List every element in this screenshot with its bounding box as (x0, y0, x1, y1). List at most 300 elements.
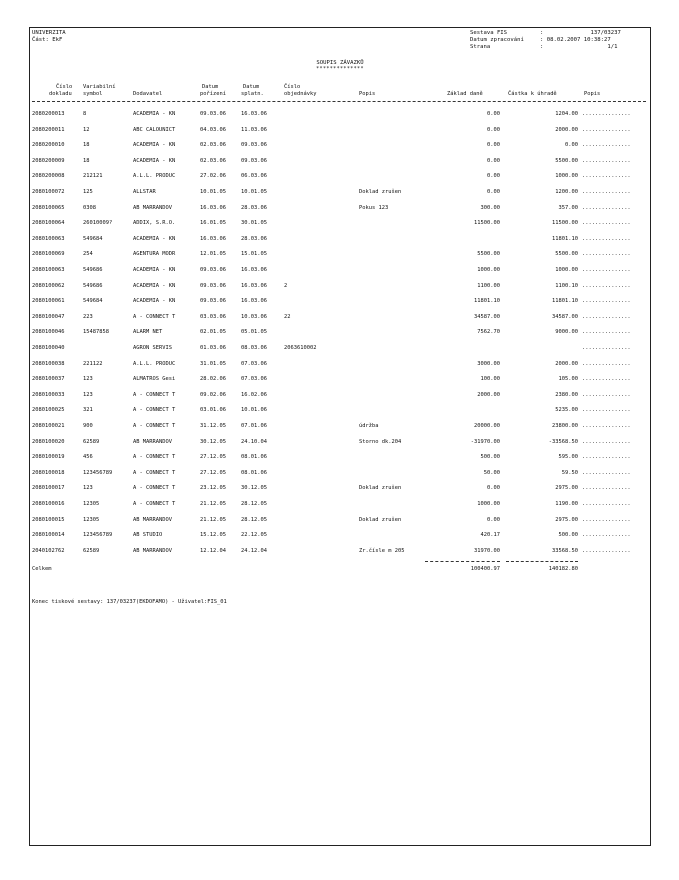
cell-date-created: 21.12.05 (200, 516, 226, 523)
cell-amount-due: 0.00 (565, 142, 578, 149)
table-row (30, 186, 650, 198)
cell-doc-number: 2080200011 (32, 126, 65, 133)
cell-variable-symbol: 549684 (83, 298, 103, 305)
cell-doc-number: 2080100072 (32, 189, 65, 195)
cell-date-due: 07.01.06 (241, 423, 267, 429)
cell-tax-base: 20000.00 (474, 423, 500, 429)
cell-supplier: AGENTURA MODR (133, 251, 176, 258)
cell-supplier: A.L.L. PRODUC (133, 360, 176, 367)
cell-variable-symbol: 321 (83, 407, 93, 414)
cell-supplier: ALLSTAR (133, 189, 156, 195)
cell-description: Pokus 123 (359, 204, 389, 211)
col-var-line2: symbol (83, 91, 103, 97)
cell-description-dots: ............... (582, 438, 631, 445)
table-row (30, 202, 650, 214)
cell-date-due: 08.03.06 (241, 345, 267, 351)
cell-date-created: 16.03.06 (200, 235, 226, 242)
cell-variable-symbol: 12305 (83, 516, 100, 523)
cell-date-created: 09.03.06 (200, 298, 226, 305)
cell-amount-due: 595.00 (558, 454, 578, 461)
cell-date-due: 10.03.06 (241, 313, 267, 320)
cell-date-created: 09.02.06 (200, 391, 226, 398)
cell-date-created: 02.03.06 (200, 157, 226, 164)
table-row (30, 311, 650, 323)
cell-amount-due: 5500.00 (555, 157, 578, 164)
cell-doc-number: 2080200010 (32, 142, 65, 149)
cell-description-dots: ............... (582, 329, 631, 336)
table-row (30, 529, 650, 541)
cell-variable-symbol: 0308 (83, 204, 96, 211)
cell-supplier: AB MARRANDOV (133, 516, 172, 523)
cell-date-due: 05.01.05 (241, 329, 267, 336)
cell-tax-base: 500.00 (480, 454, 500, 461)
cell-description: Zr.čísle m 205 (359, 547, 405, 554)
col-description: Popis (359, 91, 376, 97)
cell-tax-base: 3000.00 (477, 360, 500, 367)
cell-description-dots: ............... (582, 267, 631, 273)
table-row (30, 248, 650, 260)
cell-description-dots: ............... (582, 189, 631, 195)
col-doc-line2: dokladu (49, 91, 72, 97)
cell-description-dots: ............... (582, 157, 631, 164)
cell-amount-due: 1200.00 (555, 189, 578, 195)
col-description-2: Popis (584, 91, 601, 97)
cell-tax-base: 1000.00 (477, 501, 500, 507)
cell-supplier: AB MARRANDOV (133, 204, 172, 211)
cell-supplier: A - CONNECT T (133, 485, 176, 492)
cell-supplier: A - CONNECT T (133, 423, 176, 429)
cell-date-created: 28.02.06 (200, 376, 226, 383)
cell-supplier: A - CONNECT T (133, 313, 176, 320)
table-row (30, 482, 650, 494)
cell-supplier: AB MARRANDOV (133, 547, 172, 554)
cell-doc-number: 2080100063 (32, 267, 65, 273)
cell-tax-base: -31970.00 (470, 438, 500, 445)
cell-tax-base: 420.17 (480, 532, 500, 539)
report-footer: Konec tiskové sestavy: 137/03237(EKDOFAMO) - Uživatel:FIS_01 (32, 599, 227, 605)
cell-date-due: 30.01.05 (241, 220, 267, 227)
cell-doc-number: 2080100015 (32, 516, 65, 523)
cell-amount-due: 11801.10 (552, 298, 578, 305)
cell-doc-number: 2080100065 (32, 204, 65, 211)
cell-description-dots: ............... (582, 391, 631, 398)
cell-description-dots: ............... (582, 501, 631, 507)
cell-supplier: A.L.L. PRODUC (133, 173, 176, 180)
cell-description-dots: ............... (582, 173, 631, 180)
cell-amount-due: 2380.00 (555, 391, 578, 398)
cell-date-created: 21.12.05 (200, 501, 226, 507)
table-row (30, 139, 650, 151)
cell-supplier: ALMATROS Gesi (133, 376, 176, 383)
table-row (30, 124, 650, 136)
table-row (30, 404, 650, 416)
cell-date-created: 10.01.05 (200, 189, 226, 195)
report-id-label: Sestava FIS (470, 30, 508, 36)
cell-date-due: 28.03.06 (241, 204, 267, 211)
cell-description-dots: ............... (582, 142, 631, 149)
cell-date-created: 04.03.06 (200, 126, 226, 133)
cell-variable-symbol: 123456789 (83, 532, 113, 539)
cell-variable-symbol: 26010009? (83, 220, 113, 227)
cell-date-due: 08.01.06 (241, 454, 267, 461)
cell-date-due: 16.03.06 (241, 111, 267, 117)
cell-order-number: 22 (284, 313, 291, 320)
cell-supplier: ACADEMIA - KN (133, 157, 176, 164)
cell-variable-symbol: 549686 (83, 267, 103, 273)
table-row (30, 498, 650, 510)
col-date1-line1: Datum (202, 84, 219, 90)
table-row (30, 217, 650, 229)
cell-tax-base: 0.00 (487, 142, 500, 149)
cell-date-created: 15.12.05 (200, 532, 226, 539)
cell-variable-symbol: 62589 (83, 547, 100, 554)
cell-variable-symbol: 15487858 (83, 329, 109, 336)
table-row (30, 373, 650, 385)
col-supplier: Dodavatel (133, 91, 163, 97)
table-row (30, 342, 650, 354)
cell-tax-base: 5500.00 (477, 251, 500, 258)
cell-date-due: 28.12.05 (241, 516, 267, 523)
col-doc-line1: Číslo (56, 84, 73, 90)
cell-amount-due: 105.00 (558, 376, 578, 383)
table-row (30, 545, 650, 557)
cell-doc-number: 2080100025 (32, 407, 65, 414)
cell-date-due: 24.12.04 (241, 547, 267, 554)
cell-date-created: 27.12.05 (200, 469, 226, 476)
col-amount-due: Částka k úhradě (508, 91, 557, 97)
cell-date-created: 27.12.05 (200, 454, 226, 461)
cell-doc-number: 2080100019 (32, 454, 65, 461)
cell-supplier: AB MARRANDOV (133, 438, 172, 445)
cell-amount-due: 357.00 (558, 204, 578, 211)
cell-date-due: 15.01.05 (241, 251, 267, 258)
cell-description-dots: ............... (582, 204, 631, 211)
cell-doc-number: 2080100017 (32, 485, 65, 492)
cell-tax-base: 7562.70 (477, 329, 500, 336)
cell-supplier: ADDIX, S.R.O. (133, 220, 176, 227)
cell-variable-symbol: 221122 (83, 360, 103, 367)
col-date1-line2: pořízení (200, 91, 226, 97)
cell-tax-base: 1100.00 (477, 282, 500, 289)
cell-tax-base: 2000.00 (477, 391, 500, 398)
totals-rule-base (425, 561, 500, 562)
cell-doc-number: 2080100037 (32, 376, 65, 383)
cell-supplier: AGRON SERVIS (133, 345, 172, 351)
cell-variable-symbol: 212121 (83, 173, 103, 180)
table-row (30, 108, 650, 120)
cell-tax-base: 0.00 (487, 516, 500, 523)
cell-date-due: 09.03.06 (241, 142, 267, 149)
report-title-text: SOUPIS ZÁVAZKŮ (316, 60, 364, 66)
cell-date-due: 16.03.06 (241, 298, 267, 305)
cell-variable-symbol: 18 (83, 157, 90, 164)
cell-description-dots: ............... (582, 298, 631, 305)
table-row (30, 155, 650, 167)
cell-description-dots: ............... (582, 111, 631, 117)
cell-date-created: 27.02.06 (200, 173, 226, 180)
cell-date-due: 11.03.06 (241, 126, 267, 133)
cell-supplier: A - CONNECT T (133, 454, 176, 461)
cell-doc-number: 2080200008 (32, 173, 65, 180)
cell-variable-symbol: 549684 (83, 235, 103, 242)
section-label: Část: EkF (32, 37, 63, 43)
cell-description-dots: ............... (582, 360, 631, 367)
cell-description-dots: ............... (582, 282, 631, 289)
cell-description: Doklad zrušen (359, 516, 402, 523)
cell-supplier: ACADEMIA - KN (133, 282, 176, 289)
cell-variable-symbol: 123 (83, 485, 93, 492)
cell-tax-base: 0.00 (487, 189, 500, 195)
cell-doc-number: 2080100063 (32, 235, 65, 242)
cell-doc-number: 2080100040 (32, 345, 65, 351)
cell-order-number: 2063610002 (284, 345, 317, 351)
cell-date-created: 09.03.06 (200, 267, 226, 273)
cell-tax-base: 1000.00 (477, 267, 500, 273)
cell-supplier: A - CONNECT T (133, 391, 176, 398)
cell-date-due: 16.03.06 (241, 267, 267, 273)
cell-date-due: 10.01.06 (241, 407, 267, 414)
col-order-line2: objednávky (284, 91, 317, 97)
cell-description-dots: ............... (582, 454, 631, 461)
cell-date-created: 09.03.06 (200, 111, 226, 117)
cell-tax-base: 34587.00 (474, 313, 500, 320)
totals-rule-pay (506, 561, 578, 562)
cell-tax-base: 0.00 (487, 111, 500, 117)
cell-amount-due: 1000.00 (555, 267, 578, 273)
table-row (30, 280, 650, 292)
cell-amount-due: 5235.00 (555, 407, 578, 414)
cell-date-due: 28.12.05 (241, 501, 267, 507)
page-number-value: : 1/1 (540, 44, 618, 50)
cell-tax-base: 0.00 (487, 173, 500, 180)
cell-date-due: 07.03.06 (241, 376, 267, 383)
cell-description: údržba (359, 423, 379, 429)
totals-tax-base: 100400.97 (470, 566, 500, 572)
cell-doc-number: 2080100018 (32, 469, 65, 476)
cell-date-created: 16.03.06 (200, 204, 226, 211)
col-date2-line1: Datum (243, 84, 260, 90)
cell-date-created: 02.01.05 (200, 329, 226, 336)
cell-variable-symbol: 900 (83, 423, 93, 429)
cell-tax-base: 0.00 (487, 126, 500, 133)
cell-doc-number: 2080200013 (32, 111, 65, 117)
cell-amount-due: 11500.00 (552, 220, 578, 227)
cell-date-due: 09.03.06 (241, 157, 267, 164)
table-row (30, 326, 650, 338)
cell-date-due: 16.03.06 (241, 282, 267, 289)
cell-variable-symbol: 223 (83, 313, 93, 320)
cell-description: Storno dk.204 (359, 438, 402, 445)
cell-variable-symbol: 456 (83, 454, 93, 461)
cell-tax-base: 31970.00 (474, 547, 500, 554)
col-order-line1: Číslo (284, 84, 301, 90)
cell-description-dots: ............... (582, 235, 631, 242)
table-row (30, 467, 650, 479)
cell-tax-base: 0.00 (487, 157, 500, 164)
cell-date-created: 03.01.06 (200, 407, 226, 414)
cell-variable-symbol: 18 (83, 142, 90, 149)
cell-variable-symbol: 12 (83, 126, 90, 133)
cell-doc-number: 2080100064 (32, 220, 65, 227)
cell-supplier: ACADEMIA - KN (133, 298, 176, 305)
cell-description-dots: ............... (582, 469, 631, 476)
table-row (30, 358, 650, 370)
cell-variable-symbol: 123 (83, 391, 93, 398)
processed-date-label: Datum zpracování (470, 37, 524, 43)
totals-label: Celkem (32, 566, 52, 572)
cell-amount-due: 2000.00 (555, 126, 578, 133)
table-row (30, 264, 650, 276)
processed-date-value: : 08.02.2007 10:38:27 (540, 37, 611, 43)
cell-doc-number: 2040102762 (32, 547, 65, 554)
cell-date-created: 01.03.06 (200, 345, 226, 351)
cell-doc-number: 2080100016 (32, 501, 65, 507)
cell-description-dots: ............... (582, 376, 631, 383)
cell-amount-due: -33568.50 (548, 438, 578, 445)
page-number-label: Strana (470, 44, 491, 50)
cell-description-dots: ............... (582, 407, 631, 414)
col-date2-line2: splatn. (241, 91, 264, 97)
cell-tax-base: 11801.10 (474, 298, 500, 305)
cell-date-created: 02.03.06 (200, 142, 226, 149)
cell-date-created: 31.12.05 (200, 423, 226, 429)
cell-description-dots: ............... (582, 547, 631, 554)
header-rule (32, 101, 646, 102)
cell-description: Doklad zrušen (359, 485, 402, 492)
cell-description-dots: ............... (582, 345, 631, 351)
university-name: UNIVERZITA (32, 30, 66, 36)
cell-description-dots: ............... (582, 423, 631, 429)
totals-amount-due: 140182.80 (548, 566, 578, 572)
cell-doc-number: 2080100046 (32, 329, 65, 336)
cell-doc-number: 2080200009 (32, 157, 65, 164)
cell-amount-due: 1000.00 (555, 173, 578, 180)
cell-description: Doklad zrušen (359, 189, 402, 195)
cell-doc-number: 2080100021 (32, 423, 65, 429)
cell-date-due: 24.10.04 (241, 438, 267, 445)
cell-doc-number: 2080100061 (32, 298, 65, 305)
cell-description-dots: ............... (582, 251, 631, 258)
cell-amount-due: 23800.00 (552, 423, 578, 429)
cell-supplier: ABC CALOUNICT (133, 126, 176, 133)
cell-amount-due: 9000.00 (555, 329, 578, 336)
totals-row (30, 563, 650, 575)
cell-date-created: 03.03.06 (200, 313, 226, 320)
cell-tax-base: 100.00 (480, 376, 500, 383)
cell-description-dots: ............... (582, 313, 631, 320)
cell-order-number: 2 (284, 282, 288, 289)
cell-supplier: ACADEMIA - KN (133, 267, 176, 273)
cell-variable-symbol: 12305 (83, 501, 100, 507)
cell-date-created: 16.01.05 (200, 220, 226, 227)
cell-doc-number: 2080100047 (32, 313, 65, 320)
cell-amount-due: 5500.00 (555, 251, 578, 258)
table-row (30, 170, 650, 182)
cell-description-dots: ............... (582, 126, 631, 133)
cell-amount-due: 1204.00 (555, 111, 578, 117)
report-page (29, 27, 651, 846)
cell-doc-number: 2080100033 (32, 391, 65, 398)
cell-date-due: 08.01.06 (241, 469, 267, 476)
cell-variable-symbol: 549686 (83, 282, 103, 289)
cell-supplier: ACADEMIA - KN (133, 235, 176, 242)
report-title-underline: ************** (316, 66, 364, 72)
cell-date-due: 22.12.05 (241, 532, 267, 539)
cell-description-dots: ............... (582, 485, 631, 492)
cell-description-dots: ............... (582, 220, 631, 227)
cell-supplier: ALARM NET (133, 329, 163, 336)
cell-date-created: 30.12.05 (200, 438, 226, 445)
cell-date-due: 07.03.06 (241, 360, 267, 367)
table-row (30, 451, 650, 463)
cell-variable-symbol: 8 (83, 111, 87, 117)
cell-variable-symbol: 123456789 (83, 469, 113, 476)
cell-description-dots: ............... (582, 516, 631, 523)
cell-variable-symbol: 123 (83, 376, 93, 383)
cell-variable-symbol: 254 (83, 251, 93, 258)
cell-tax-base: 0.00 (487, 485, 500, 492)
cell-date-created: 12.12.04 (200, 547, 226, 554)
cell-date-created: 23.12.05 (200, 485, 226, 492)
cell-doc-number: 2080100020 (32, 438, 65, 445)
report-id-value: : 137/03237 (540, 30, 621, 36)
cell-supplier: A - CONNECT T (133, 469, 176, 476)
cell-supplier: AB STUDIO (133, 532, 163, 539)
cell-amount-due: 34587.00 (552, 313, 578, 320)
cell-amount-due: 1100.10 (555, 282, 578, 289)
cell-date-created: 31.01.05 (200, 360, 226, 367)
col-var-line1: Variabilní (83, 84, 116, 90)
cell-amount-due: 11801.10 (552, 235, 578, 242)
cell-supplier: ACADEMIA - KN (133, 142, 176, 149)
report-title (30, 60, 650, 71)
table-row (30, 389, 650, 401)
cell-supplier: A - CONNECT T (133, 407, 176, 414)
cell-date-created: 12.01.05 (200, 251, 226, 258)
cell-amount-due: 2000.00 (555, 360, 578, 367)
table-row (30, 295, 650, 307)
cell-doc-number: 2080100062 (32, 282, 65, 289)
table-row (30, 233, 650, 245)
cell-supplier: A - CONNECT T (133, 501, 176, 507)
cell-tax-base: 50.00 (483, 469, 500, 476)
cell-variable-symbol: 125 (83, 189, 93, 195)
cell-date-due: 16.02.06 (241, 391, 267, 398)
cell-tax-base: 300.00 (480, 204, 500, 211)
cell-date-created: 09.03.06 (200, 282, 226, 289)
table-row (30, 420, 650, 432)
cell-date-due: 06.03.06 (241, 173, 267, 180)
cell-description-dots: ............... (582, 532, 631, 539)
cell-supplier: ACADEMIA - KN (133, 111, 176, 117)
cell-variable-symbol: 62589 (83, 438, 100, 445)
cell-amount-due: 33568.50 (552, 547, 578, 554)
cell-amount-due: 500.00 (558, 532, 578, 539)
cell-date-due: 30.12.05 (241, 485, 267, 492)
col-tax-base: Základ daně (447, 91, 483, 97)
table-row (30, 514, 650, 526)
cell-doc-number: 2080100014 (32, 532, 65, 539)
cell-doc-number: 2080100069 (32, 251, 65, 258)
cell-amount-due: 59.50 (561, 469, 578, 476)
cell-date-due: 28.03.06 (241, 235, 267, 242)
cell-amount-due: 2975.00 (555, 516, 578, 523)
cell-amount-due: 2975.00 (555, 485, 578, 492)
table-row (30, 436, 650, 448)
cell-date-due: 10.01.05 (241, 189, 267, 195)
cell-doc-number: 2080100038 (32, 360, 65, 367)
cell-tax-base: 11500.00 (474, 220, 500, 227)
